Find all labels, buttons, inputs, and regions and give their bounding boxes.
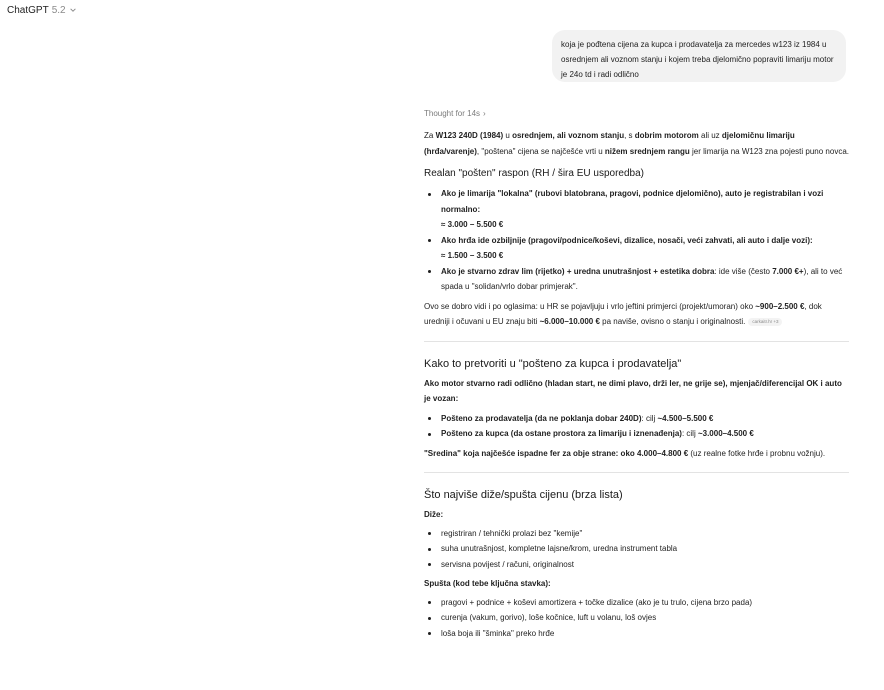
thought-toggle[interactable]	[424, 105, 849, 122]
intro-paragraph: Za W123 240D (1984) u osrednjem, ali voznom stanju, s dobrim motorom ali uz djelomičnu limariju (hrđa/varenje), "poštena" cijena se najčešće vrti u nižem srednjem rangu jer limarija na W123 zna pojesti puno novca.	[424, 131, 849, 156]
list-item: Ako je stvarno zdrav lim (rijetko) + uredna unutrašnjost + estetika dobra: ide više (često 7.000 €+), ali to već spada u "solidan/vrlo dobar primjerak".	[424, 264, 849, 295]
raises-label: Diže:	[424, 510, 444, 519]
divider	[424, 341, 849, 342]
list-item: suha unutrašnjost, kompletne lajsne/krom, uredna instrument tabla	[424, 541, 849, 557]
list-item: registriran / tehnički prolazi bez "kemije"	[424, 526, 849, 542]
list-item: Ako je limarija "lokalna" (rubovi blatobrana, pragovi, podnice djelomično), auto je registrabilan i vozi normalno: ≈ 3.000 – 5.500 €	[424, 186, 849, 233]
thought-label: Thought for 14s	[424, 108, 481, 118]
lowers-list	[424, 595, 849, 642]
list-item: Pošteno za kupca (da ostane prostora za limariju i iznenađenja): cilj ~3.000–4.500 €	[424, 426, 849, 442]
assistant-response	[424, 105, 849, 641]
model-selector[interactable]	[7, 3, 77, 17]
chevron-right-icon: ›	[483, 108, 486, 118]
raises-list	[424, 526, 849, 573]
middle-paragraph: "Sredina" koja najčešće ispadne fer za obje strane: oko 4.000–4.800 € (uz realne fotke hrđe i probnu vožnju).	[424, 448, 826, 458]
section-heading-factors: Što najviše diže/spušta cijenu (brza lista)	[424, 489, 623, 501]
list-item: Ako hrđa ide ozbiljnije (pragovi/podnice/koševi, dizalice, nosači, veći zahvati, ali auto i dalje vozi): ≈ 1.500 – 3.500 €	[424, 233, 849, 264]
chevron-down-icon	[69, 6, 77, 14]
model-version: 5.2	[51, 4, 66, 16]
section-heading-range: Realan "pošten" raspon (RH / šira EU usporedba)	[424, 168, 644, 179]
source-citation-chip[interactable]: carkaitr.hr +3	[748, 318, 782, 326]
list-item: curenja (vakum, gorivo), loše kočnice, luft u volanu, loš ovjes	[424, 610, 849, 626]
lowers-label: Spušta (kod tebe ključna stavka):	[424, 579, 551, 588]
section-heading-fair: Kako to pretvoriti u "pošteno za kupca i prodavatelja"	[424, 357, 682, 370]
fair-lead: Ako motor stvarno radi odlično (hladan start, ne dimi plavo, drži ler, ne grije se), mjenjač/diferencijal OK i auto je vozan:	[424, 378, 842, 403]
list-item: servisna povijest / računi, originalnost	[424, 557, 849, 573]
fair-price-list	[424, 411, 849, 442]
divider	[424, 472, 849, 473]
list-item: Pošteno za prodavatelja (da ne poklanja dobar 240D): cilj ~4.500–5.500 €	[424, 411, 849, 427]
model-name: ChatGPT	[7, 4, 49, 16]
listings-note: Ovo se dobro vidi i po oglasima: u HR se pojavljuju i vrlo jeftini primjerci (projekt/umoran) oko ~900–2.500 €, dok uredniji i očuvani u EU znaju biti ~6.000–10.000 € pa naviše, ovisno o stanju i originalnosti. carkaitr.hr +3	[424, 301, 822, 326]
user-message-bubble: koja je pođtena cijena za kupca i prodavatelja za mercedes w123 iz 1984 u osrednjem ali voznom stanju i kojem treba djelomično popraviti limariju motor je 24o td i radi odlično	[552, 30, 846, 82]
list-item: loša boja ili "šminka" preko hrđe	[424, 626, 849, 642]
list-item: pragovi + podnice + koševi amortizera + točke dizalice (ako je tu trulo, cijena brzo pada)	[424, 595, 849, 611]
price-range-list	[424, 186, 849, 295]
